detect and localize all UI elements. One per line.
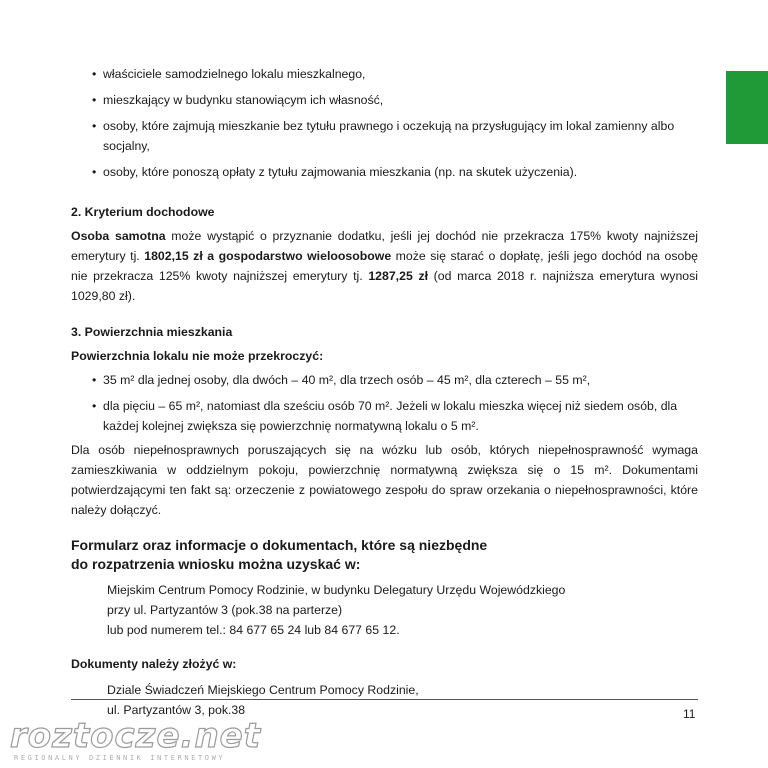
area-list	[71, 370, 698, 436]
footer-rule	[71, 699, 698, 700]
forms-heading-line1: Formularz oraz informacje o dokumentach, które są niezbędne	[71, 537, 488, 553]
list-item: • osoby, które zajmują mieszkanie bez tytułu prawnego i oczekują na przysługujący im lokal zamienny albo socjalny,	[71, 116, 698, 156]
bullet-icon: •	[92, 399, 97, 413]
bullet-icon: •	[92, 373, 97, 387]
section-color-tab	[726, 71, 768, 144]
section-heading-area: 3. Powierzchnia mieszkania	[71, 325, 233, 339]
address-line: Miejskim Centrum Pomocy Rodzinie, w budynku Delegatury Urzędu Wojewódzkiego	[107, 583, 566, 597]
list-item: • 35 m² dla jednej osoby, dla dwóch – 40 m², dla trzech osób – 45 m², dla czterech – 55 m²,	[71, 370, 698, 390]
address-line: Dziale Świadczeń Miejskiego Centrum Pomocy Rodzinie,	[107, 683, 419, 697]
bullet-icon: •	[92, 67, 97, 81]
page-content	[71, 64, 698, 720]
watermark-logo	[10, 718, 261, 762]
list-item: • dla pięciu – 65 m², natomiast dla sześciu osób 70 m². Jeżeli w lokalu mieszka więcej niż siedem osób, dla każdej kolejnej zwiększa się powierzchnię normatywną lokalu o 5 m².	[71, 396, 698, 436]
section-heading-income: 2. Kryterium dochodowe	[71, 205, 215, 219]
area-subheading: Powierzchnia lokalu nie może przekroczyć:	[71, 349, 324, 363]
docs-address	[71, 680, 698, 720]
phone-line: lub pod numerem tel.: 84 677 65 24 lub 84 677 65 12.	[107, 623, 400, 637]
list-item: • mieszkający w budynku stanowiącym ich własność,	[71, 90, 698, 110]
disability-paragraph: Dla osób niepełnosprawnych poruszających się na wózku lub osób, których niepełnosprawność wymaga zamieszkiwania w oddzielnym pokoju, powierzchnię normatywną zwiększa się o 15 m². Dokumentami potwierdzającymi ten fakt są: orzeczenie z powiatowego zespołu do spraw orzekania o niepełnosprawności, które należy dołączyć.	[71, 443, 698, 517]
list-item: • właściciele samodzielnego lokalu mieszkalnego,	[71, 64, 698, 84]
bullet-icon: •	[92, 165, 97, 179]
watermark-tagline: REGIONALNY DZIENNIK INTERNETOWY	[14, 754, 226, 762]
watermark-name: roztocze.net	[10, 716, 261, 756]
forms-address	[71, 580, 698, 640]
eligibility-list	[71, 64, 698, 182]
income-paragraph: Osoba samotna może wystąpić o przyznanie dodatku, jeśli jej dochód nie przekracza 175% kwoty najniższej emerytury tj. 1802,15 zł a gospodarstwo wieloosobowe może się starać o dopłatę, jeśli jego dochód na osobę nie przekracza 125% kwoty najniższej emerytury tj. 1287,25 zł (od marca 2018 r. najniższa emerytura wynosi 1029,80 zł).	[71, 229, 699, 303]
bullet-icon: •	[92, 93, 97, 107]
address-line: przy ul. Partyzantów 3 (pok.38 na parterze)	[107, 603, 343, 617]
docs-heading: Dokumenty należy złożyć w:	[71, 657, 237, 671]
bullet-icon: •	[92, 119, 97, 133]
page-number: 11	[683, 707, 696, 721]
address-line: ul. Partyzantów 3, pok.38	[107, 703, 246, 717]
list-item: • osoby, które ponoszą opłaty z tytułu zajmowania mieszkania (np. na skutek użyczenia).	[71, 162, 698, 182]
forms-heading-line2: do rozpatrzenia wniosku można uzyskać w:	[71, 556, 361, 572]
